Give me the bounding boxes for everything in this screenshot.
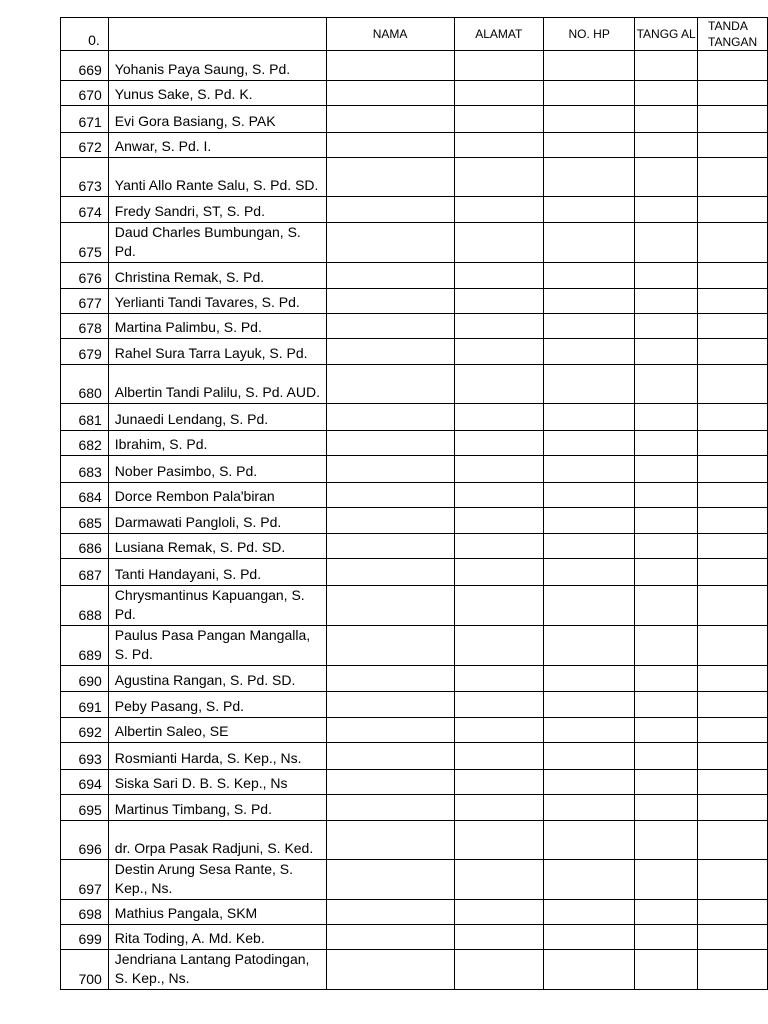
row-number: 695 — [61, 795, 109, 821]
attendance-table — [60, 17, 768, 990]
cell-no-hp[interactable] — [544, 314, 635, 339]
cell-no-hp[interactable] — [544, 900, 635, 925]
cell-alamat[interactable] — [454, 770, 544, 795]
table-row — [61, 692, 768, 718]
table-row — [61, 483, 768, 508]
table-row — [61, 950, 768, 990]
table-row — [61, 743, 768, 770]
cell-nama[interactable] — [326, 950, 454, 990]
row-number: 698 — [61, 900, 109, 925]
cell-no-hp[interactable] — [544, 263, 635, 289]
cell-alamat[interactable] — [454, 431, 544, 456]
row-number: 690 — [61, 666, 109, 692]
row-number: 670 — [61, 81, 109, 106]
cell-nama[interactable] — [326, 456, 454, 483]
cell-nama[interactable] — [326, 666, 454, 692]
table-row — [61, 770, 768, 795]
row-name: Siska Sari D. B. S. Kep., Ns — [108, 770, 326, 795]
cell-no-hp[interactable] — [544, 925, 635, 950]
cell-tanda-tangan[interactable] — [698, 821, 768, 860]
cell-no-hp[interactable] — [544, 158, 635, 197]
cell-alamat[interactable] — [454, 821, 544, 860]
cell-no-hp[interactable] — [544, 81, 635, 106]
cell-nama[interactable] — [326, 223, 454, 263]
cell-tanda-tangan[interactable] — [698, 81, 768, 106]
table-row — [61, 431, 768, 456]
cell-tanggal[interactable] — [635, 821, 698, 860]
cell-alamat[interactable] — [454, 666, 544, 692]
cell-tanggal[interactable] — [635, 404, 698, 431]
cell-no-hp[interactable] — [544, 692, 635, 718]
cell-tanggal[interactable] — [635, 263, 698, 289]
row-number: 674 — [61, 197, 109, 223]
table-row — [61, 365, 768, 404]
cell-alamat[interactable] — [454, 586, 544, 626]
cell-alamat[interactable] — [454, 718, 544, 743]
cell-alamat[interactable] — [454, 795, 544, 821]
row-number: 678 — [61, 314, 109, 339]
row-number: 696 — [61, 821, 109, 860]
row-name: Ibrahim, S. Pd. — [108, 431, 326, 456]
row-name: Agustina Rangan, S. Pd. SD. — [108, 666, 326, 692]
row-name: Albertin Saleo, SE — [108, 718, 326, 743]
row-number: 684 — [61, 483, 109, 508]
cell-no-hp[interactable] — [544, 51, 635, 81]
cell-tanda-tangan[interactable] — [698, 743, 768, 770]
row-name: Christina Remak, S. Pd. — [108, 263, 326, 289]
cell-tanggal[interactable] — [635, 508, 698, 534]
table-row — [61, 404, 768, 431]
cell-tanggal[interactable] — [635, 795, 698, 821]
row-name: Anwar, S. Pd. I. — [108, 133, 326, 158]
row-name: Yunus Sake, S. Pd. K. — [108, 81, 326, 106]
table-row — [61, 81, 768, 106]
row-name: Daud Charles Bumbungan, S. Pd. — [108, 223, 326, 263]
row-name: Darmawati Pangloli, S. Pd. — [108, 508, 326, 534]
cell-no-hp[interactable] — [544, 431, 635, 456]
cell-no-hp[interactable] — [544, 197, 635, 223]
cell-alamat[interactable] — [454, 404, 544, 431]
cell-tanda-tangan[interactable] — [698, 508, 768, 534]
cell-tanda-tangan[interactable] — [698, 666, 768, 692]
cell-no-hp[interactable] — [544, 508, 635, 534]
row-number: 679 — [61, 339, 109, 365]
cell-no-hp[interactable] — [544, 133, 635, 158]
cell-nama[interactable] — [326, 743, 454, 770]
cell-nama[interactable] — [326, 508, 454, 534]
cell-alamat[interactable] — [454, 534, 544, 559]
table-row — [61, 133, 768, 158]
cell-tanggal[interactable] — [635, 692, 698, 718]
cell-tanggal[interactable] — [635, 950, 698, 990]
table-row — [61, 559, 768, 586]
row-number: 681 — [61, 404, 109, 431]
table-row — [61, 821, 768, 860]
row-number: 683 — [61, 456, 109, 483]
cell-alamat[interactable] — [454, 950, 544, 990]
cell-tanggal[interactable] — [635, 365, 698, 404]
row-number: 693 — [61, 743, 109, 770]
cell-alamat[interactable] — [454, 743, 544, 770]
cell-nama[interactable] — [326, 133, 454, 158]
cell-nama[interactable] — [326, 51, 454, 81]
cell-tanda-tangan[interactable] — [698, 559, 768, 586]
table-row — [61, 197, 768, 223]
cell-tanda-tangan[interactable] — [698, 365, 768, 404]
table-row — [61, 263, 768, 289]
table-row — [61, 106, 768, 133]
cell-tanda-tangan[interactable] — [698, 51, 768, 81]
cell-tanggal[interactable] — [635, 925, 698, 950]
cell-tanda-tangan[interactable] — [698, 483, 768, 508]
cell-nama[interactable] — [326, 626, 454, 666]
cell-tanda-tangan[interactable] — [698, 158, 768, 197]
cell-no-hp[interactable] — [544, 339, 635, 365]
row-number: 686 — [61, 534, 109, 559]
cell-tanda-tangan[interactable] — [698, 718, 768, 743]
cell-tanggal[interactable] — [635, 339, 698, 365]
header-tanda-tangan: TANDA TANGAN — [698, 18, 768, 51]
row-name: Destin Arung Sesa Rante, S. Kep., Ns. — [108, 860, 326, 900]
cell-tanda-tangan[interactable] — [698, 626, 768, 666]
row-number: 676 — [61, 263, 109, 289]
cell-no-hp[interactable] — [544, 289, 635, 314]
row-number: 673 — [61, 158, 109, 197]
table-row — [61, 289, 768, 314]
cell-nama[interactable] — [326, 900, 454, 925]
row-number: 689 — [61, 626, 109, 666]
cell-alamat[interactable] — [454, 223, 544, 263]
header-alamat: ALAMAT — [454, 18, 544, 51]
cell-alamat[interactable] — [454, 197, 544, 223]
cell-tanggal[interactable] — [635, 431, 698, 456]
cell-alamat[interactable] — [454, 925, 544, 950]
cell-alamat[interactable] — [454, 81, 544, 106]
cell-tanggal[interactable] — [635, 743, 698, 770]
row-number: 680 — [61, 365, 109, 404]
cell-tanggal[interactable] — [635, 223, 698, 263]
cell-no-hp[interactable] — [544, 456, 635, 483]
row-number: 700 — [61, 950, 109, 990]
cell-no-hp[interactable] — [544, 718, 635, 743]
header-blank — [108, 18, 326, 51]
cell-tanda-tangan[interactable] — [698, 133, 768, 158]
cell-tanda-tangan[interactable] — [698, 289, 768, 314]
header-no: 0. — [61, 18, 109, 51]
row-name: Yerlianti Tandi Tavares, S. Pd. — [108, 289, 326, 314]
row-name: Peby Pasang, S. Pd. — [108, 692, 326, 718]
cell-alamat[interactable] — [454, 626, 544, 666]
cell-nama[interactable] — [326, 860, 454, 900]
table-row — [61, 314, 768, 339]
row-number: 697 — [61, 860, 109, 900]
cell-nama[interactable] — [326, 483, 454, 508]
row-name: Evi Gora Basiang, S. PAK — [108, 106, 326, 133]
cell-nama[interactable] — [326, 534, 454, 559]
row-name: Chrysmantinus Kapuangan, S. Pd. — [108, 586, 326, 626]
cell-no-hp[interactable] — [544, 743, 635, 770]
cell-tanda-tangan[interactable] — [698, 950, 768, 990]
header-row — [61, 18, 768, 51]
row-name: Mathius Pangala, SKM — [108, 900, 326, 925]
cell-no-hp[interactable] — [544, 626, 635, 666]
table-row — [61, 925, 768, 950]
table-row — [61, 456, 768, 483]
cell-no-hp[interactable] — [544, 950, 635, 990]
row-number: 682 — [61, 431, 109, 456]
row-name: Martinus Timbang, S. Pd. — [108, 795, 326, 821]
cell-tanggal[interactable] — [635, 197, 698, 223]
cell-tanda-tangan[interactable] — [698, 795, 768, 821]
cell-tanggal[interactable] — [635, 860, 698, 900]
cell-no-hp[interactable] — [544, 770, 635, 795]
cell-alamat[interactable] — [454, 900, 544, 925]
attendance-sheet — [60, 17, 768, 990]
row-number: 677 — [61, 289, 109, 314]
cell-no-hp[interactable] — [544, 860, 635, 900]
cell-tanggal[interactable] — [635, 81, 698, 106]
row-number: 699 — [61, 925, 109, 950]
cell-tanda-tangan[interactable] — [698, 404, 768, 431]
table-row — [61, 51, 768, 81]
cell-tanggal[interactable] — [635, 106, 698, 133]
row-number: 687 — [61, 559, 109, 586]
row-name: Rahel Sura Tarra Layuk, S. Pd. — [108, 339, 326, 365]
row-number: 675 — [61, 223, 109, 263]
table-row — [61, 339, 768, 365]
table-row — [61, 900, 768, 925]
row-name: Albertin Tandi Palilu, S. Pd. AUD. — [108, 365, 326, 404]
table-row — [61, 534, 768, 559]
cell-tanggal[interactable] — [635, 626, 698, 666]
cell-tanggal[interactable] — [635, 133, 698, 158]
cell-no-hp[interactable] — [544, 483, 635, 508]
row-number: 688 — [61, 586, 109, 626]
row-name: Fredy Sandri, ST, S. Pd. — [108, 197, 326, 223]
cell-alamat[interactable] — [454, 339, 544, 365]
row-number: 669 — [61, 51, 109, 81]
cell-nama[interactable] — [326, 925, 454, 950]
cell-nama[interactable] — [326, 770, 454, 795]
cell-alamat[interactable] — [454, 158, 544, 197]
cell-nama[interactable] — [326, 718, 454, 743]
cell-nama[interactable] — [326, 158, 454, 197]
row-name: Tanti Handayani, S. Pd. — [108, 559, 326, 586]
cell-nama[interactable] — [326, 795, 454, 821]
cell-nama[interactable] — [326, 81, 454, 106]
cell-nama[interactable] — [326, 365, 454, 404]
cell-tanggal[interactable] — [635, 534, 698, 559]
cell-tanggal[interactable] — [635, 483, 698, 508]
row-name: Nober Pasimbo, S. Pd. — [108, 456, 326, 483]
row-number: 671 — [61, 106, 109, 133]
row-name: Rita Toding, A. Md. Keb. — [108, 925, 326, 950]
row-name: Rosmianti Harda, S. Kep., Ns. — [108, 743, 326, 770]
cell-tanggal[interactable] — [635, 586, 698, 626]
cell-tanda-tangan[interactable] — [698, 314, 768, 339]
table-row — [61, 718, 768, 743]
cell-alamat[interactable] — [454, 314, 544, 339]
cell-nama[interactable] — [326, 263, 454, 289]
cell-nama[interactable] — [326, 289, 454, 314]
cell-nama[interactable] — [326, 197, 454, 223]
cell-tanggal[interactable] — [635, 559, 698, 586]
table-row — [61, 586, 768, 626]
cell-alamat[interactable] — [454, 456, 544, 483]
cell-no-hp[interactable] — [544, 223, 635, 263]
cell-alamat[interactable] — [454, 508, 544, 534]
cell-no-hp[interactable] — [544, 534, 635, 559]
cell-no-hp[interactable] — [544, 106, 635, 133]
row-name: Paulus Pasa Pangan Mangalla, S. Pd. — [108, 626, 326, 666]
row-number: 694 — [61, 770, 109, 795]
table-row — [61, 666, 768, 692]
row-number: 691 — [61, 692, 109, 718]
cell-nama[interactable] — [326, 692, 454, 718]
cell-tanda-tangan[interactable] — [698, 586, 768, 626]
cell-tanda-tangan[interactable] — [698, 431, 768, 456]
row-name: Dorce Rembon Pala'biran — [108, 483, 326, 508]
cell-tanda-tangan[interactable] — [698, 925, 768, 950]
cell-nama[interactable] — [326, 431, 454, 456]
cell-nama[interactable] — [326, 314, 454, 339]
cell-nama[interactable] — [326, 821, 454, 860]
cell-tanggal[interactable] — [635, 456, 698, 483]
row-name: Martina Palimbu, S. Pd. — [108, 314, 326, 339]
table-row — [61, 860, 768, 900]
cell-nama[interactable] — [326, 106, 454, 133]
cell-tanda-tangan[interactable] — [698, 860, 768, 900]
cell-no-hp[interactable] — [544, 666, 635, 692]
row-name: Jendriana Lantang Patodingan, S. Kep., Ns. — [108, 950, 326, 990]
cell-nama[interactable] — [326, 339, 454, 365]
cell-tanda-tangan[interactable] — [698, 263, 768, 289]
table-row — [61, 626, 768, 666]
cell-no-hp[interactable] — [544, 821, 635, 860]
cell-alamat[interactable] — [454, 860, 544, 900]
table-row — [61, 158, 768, 197]
header-nama: NAMA — [326, 18, 454, 51]
cell-tanda-tangan[interactable] — [698, 456, 768, 483]
cell-tanggal[interactable] — [635, 666, 698, 692]
header-tanggal: TANGG AL — [635, 18, 698, 51]
cell-tanggal[interactable] — [635, 158, 698, 197]
table-row — [61, 508, 768, 534]
cell-tanda-tangan[interactable] — [698, 106, 768, 133]
cell-tanda-tangan[interactable] — [698, 770, 768, 795]
row-number: 672 — [61, 133, 109, 158]
row-name: Junaedi Lendang, S. Pd. — [108, 404, 326, 431]
cell-no-hp[interactable] — [544, 404, 635, 431]
cell-no-hp[interactable] — [544, 365, 635, 404]
row-name: dr. Orpa Pasak Radjuni, S. Ked. — [108, 821, 326, 860]
cell-tanda-tangan[interactable] — [698, 692, 768, 718]
row-name: Yanti Allo Rante Salu, S. Pd. SD. — [108, 158, 326, 197]
table-body — [61, 51, 768, 990]
row-name: Lusiana Remak, S. Pd. SD. — [108, 534, 326, 559]
cell-alamat[interactable] — [454, 133, 544, 158]
cell-alamat[interactable] — [454, 263, 544, 289]
row-number: 685 — [61, 508, 109, 534]
cell-alamat[interactable] — [454, 483, 544, 508]
row-number: 692 — [61, 718, 109, 743]
cell-tanggal[interactable] — [635, 770, 698, 795]
row-name: Yohanis Paya Saung, S. Pd. — [108, 51, 326, 81]
cell-tanggal[interactable] — [635, 51, 698, 81]
cell-tanda-tangan[interactable] — [698, 339, 768, 365]
cell-tanggal[interactable] — [635, 289, 698, 314]
cell-tanda-tangan[interactable] — [698, 534, 768, 559]
cell-alamat[interactable] — [454, 289, 544, 314]
cell-alamat[interactable] — [454, 106, 544, 133]
cell-no-hp[interactable] — [544, 559, 635, 586]
cell-tanggal[interactable] — [635, 718, 698, 743]
cell-alamat[interactable] — [454, 559, 544, 586]
cell-alamat[interactable] — [454, 51, 544, 81]
cell-alamat[interactable] — [454, 365, 544, 404]
cell-no-hp[interactable] — [544, 586, 635, 626]
header-no-hp: NO. HP — [544, 18, 635, 51]
cell-tanggal[interactable] — [635, 900, 698, 925]
cell-no-hp[interactable] — [544, 795, 635, 821]
table-row — [61, 795, 768, 821]
cell-nama[interactable] — [326, 586, 454, 626]
cell-nama[interactable] — [326, 559, 454, 586]
table-row — [61, 223, 768, 263]
cell-tanda-tangan[interactable] — [698, 900, 768, 925]
cell-nama[interactable] — [326, 404, 454, 431]
cell-alamat[interactable] — [454, 692, 544, 718]
cell-tanggal[interactable] — [635, 314, 698, 339]
cell-tanda-tangan[interactable] — [698, 223, 768, 263]
cell-tanda-tangan[interactable] — [698, 197, 768, 223]
